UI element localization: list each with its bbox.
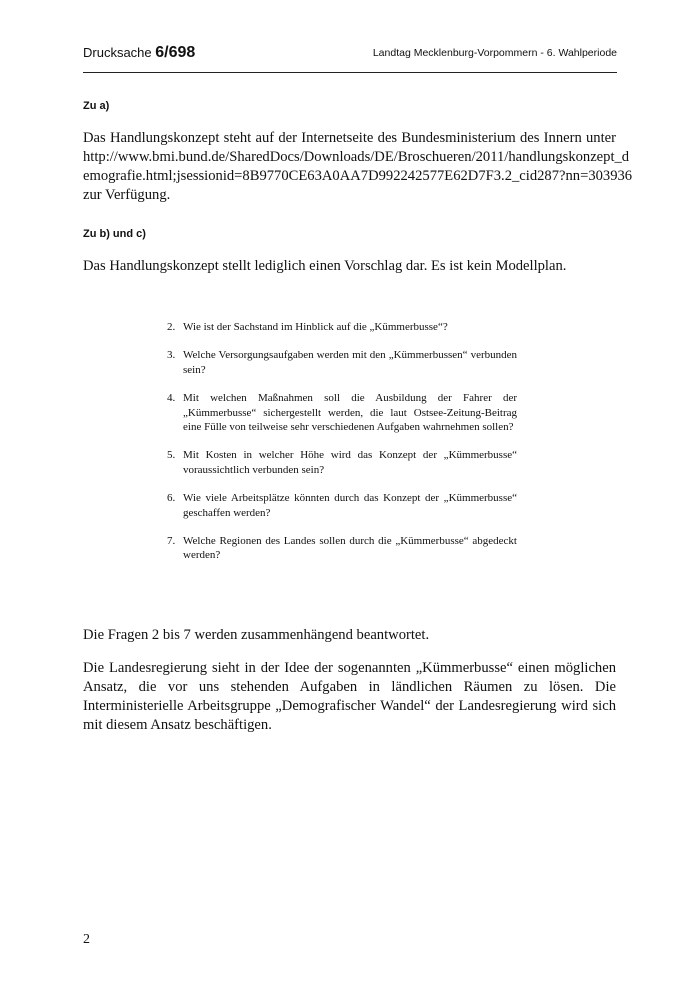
section-a-line1: Das Handlungskonzept steht auf der Internetseite des Bundesministerium des Innern unter xyxy=(83,130,616,146)
parliament-title: Landtag Mecklenburg-Vorpommern - 6. Wahlperiode xyxy=(372,47,617,59)
question-item xyxy=(167,391,517,434)
document-id xyxy=(83,44,195,62)
question-text: Welche Regionen des Landes sollen durch die „Kümmerbusse“ abgedeckt werden? xyxy=(183,535,517,562)
heading-zu-b-c: Zu b) und c) xyxy=(83,228,146,240)
question-item xyxy=(167,491,517,520)
document-label: Drucksache xyxy=(83,45,152,60)
answer-intro: Die Fragen 2 bis 7 werden zusammenhängend beantwortet. xyxy=(83,627,430,643)
question-number: 3. xyxy=(167,349,176,362)
question-text: Mit Kosten in welcher Höhe wird das Konzept der „Kümmerbusse“ voraussichtlich verbunden sein? xyxy=(183,449,517,476)
question-number: 4. xyxy=(167,392,176,405)
answer-paragraph: Die Landesregierung sieht in der Idee der sogenannten „Kümmerbusse“ einen möglichen Ansatz, die vor uns stehenden Aufgaben in ländlichen Räumen zu lösen. Die Interministerielle Arbeitsgruppe „Demografischer Wandel“ der Landesregierung wird sich mit diesem Ansatz beschäftigen. xyxy=(83,660,616,733)
question-item xyxy=(167,448,517,477)
question-number: 7. xyxy=(167,535,176,548)
page-number: 2 xyxy=(83,932,90,947)
handlungskonzept-url-line1[interactable]: http://www.bmi.bund.de/SharedDocs/Downloads/DE/Broschueren/2011/handlungskonzept_d xyxy=(83,149,630,165)
section-a-paragraph xyxy=(83,129,633,205)
section-a-line-end: zur Verfügung. xyxy=(83,187,171,203)
question-item xyxy=(167,534,517,563)
question-text: Wie viele Arbeitsplätze könnten durch das Konzept der „Kümmerbusse“ geschaffen werden? xyxy=(183,492,517,519)
section-bc-paragraph: Das Handlungskonzept stellt lediglich einen Vorschlag dar. Es ist kein Modellplan. xyxy=(83,258,567,274)
question-number: 5. xyxy=(167,449,176,462)
question-list xyxy=(167,320,517,577)
handlungskonzept-url-line2[interactable]: emografie.html;jsessionid=8B9770CE63A0AA7D992242577E62D7F3.2_cid287?nn=303936 xyxy=(83,168,633,184)
question-number: 2. xyxy=(167,321,176,333)
document-number: 6/698 xyxy=(155,44,196,61)
header-divider xyxy=(83,72,617,73)
question-text: Mit welchen Maßnahmen soll die Ausbildung der Fahrer der „Kümmerbusse“ sichergestellt werden, die laut Ostsee-Zeitung-Beitrag eine Fülle von teilweise sehr verschiedenen Aufgaben wahrnehmen sollen? xyxy=(183,392,517,434)
page-header xyxy=(83,44,617,68)
question-text: Welche Versorgungsaufgaben werden mit den „Kümmerbussen“ verbunden sein? xyxy=(183,349,517,376)
question-item xyxy=(167,320,517,334)
heading-zu-a: Zu a) xyxy=(83,100,110,112)
question-text: Wie ist der Sachstand im Hinblick auf die „Kümmerbusse“? xyxy=(183,321,448,333)
question-number: 6. xyxy=(167,492,176,505)
question-item xyxy=(167,348,517,377)
